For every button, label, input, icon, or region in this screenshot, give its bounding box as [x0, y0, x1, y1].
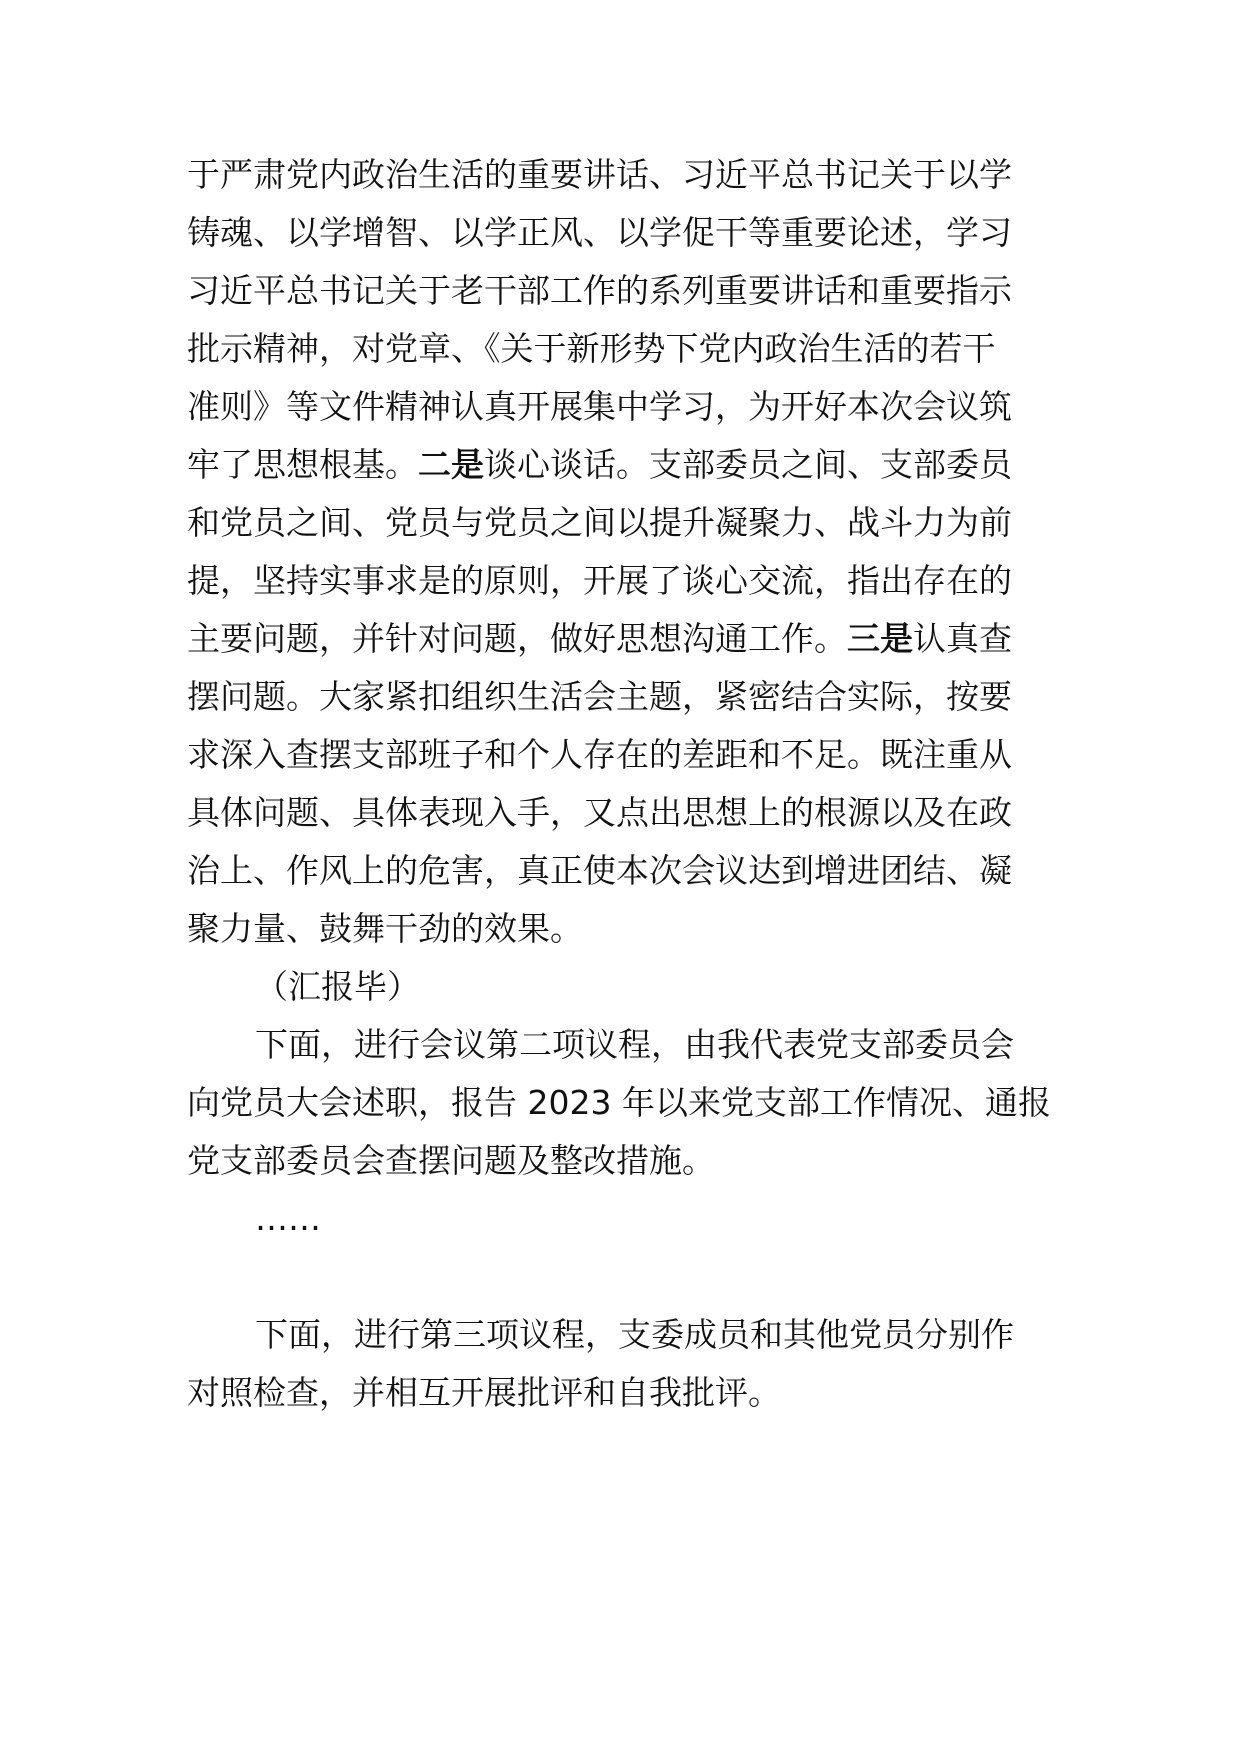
text-run: 谈心谈话。支部委员之间、支部委员 [484, 445, 1012, 484]
text-line: 治上、作风上的危害，真正使本次会议达到增进团结、凝 [187, 851, 1012, 890]
bold-marker: 三是 [847, 619, 913, 658]
text-line: 铸魂、以学增智、以学正风、以学促干等重要论述，学习 [187, 213, 1012, 252]
text-line: 批示精神，对党章、《关于新形势下党内政治生活的若干 [187, 329, 996, 368]
text-line: 于严肃党内政治生活的重要讲话、习近平总书记关于以学 [187, 155, 1012, 194]
text-run: 主要问题，并针对问题，做好思想沟通工作。 [187, 619, 847, 658]
text-line: 下面，进行会议第二项议程，由我代表党支部委员会 [255, 1025, 1014, 1064]
text-line: 准则》等文件精神认真开展集中学习，为开好本次会议筑 [187, 387, 1012, 426]
text-line: 向党员大会述职，报告 2023 年以来党支部工作情况、通报 [187, 1083, 1051, 1122]
text-line: 聚力量、鼓舞干劲的效果。 [187, 909, 583, 948]
text-line [187, 617, 1012, 661]
bold-marker: 二是 [418, 445, 484, 484]
text-line: 具体问题、具体表现入手，又点出思想上的根源以及在政 [187, 793, 1012, 832]
text-run: 认真查 [913, 619, 1012, 658]
text-line: 和党员之间、党员与党员之间以提升凝聚力、战斗力为前 [187, 503, 1012, 542]
ellipsis-line: …… [255, 1199, 321, 1238]
text-line: 下面，进行第三项议程，支委成员和其他党员分别作 [255, 1315, 1014, 1354]
text-line: 对照检查，并相互开展批评和自我批评。 [187, 1373, 781, 1412]
text-line: 习近平总书记关于老干部工作的系列重要讲话和重要指示 [187, 271, 1012, 310]
text-line: 提，坚持实事求是的原则，开展了谈心交流，指出存在的 [187, 561, 1012, 600]
text-line [187, 443, 1012, 487]
text-line: 党支部委员会查摆问题及整改措施。 [187, 1141, 715, 1180]
text-line: 求深入查摆支部班子和个人存在的差距和不足。既注重从 [187, 735, 1012, 774]
report-end-note: （汇报毕） [255, 967, 420, 1006]
text-line: 摆问题。大家紧扣组织生活会主题，紧密结合实际，按要 [187, 677, 1012, 716]
text-run: 牢了思想根基。 [187, 445, 418, 484]
